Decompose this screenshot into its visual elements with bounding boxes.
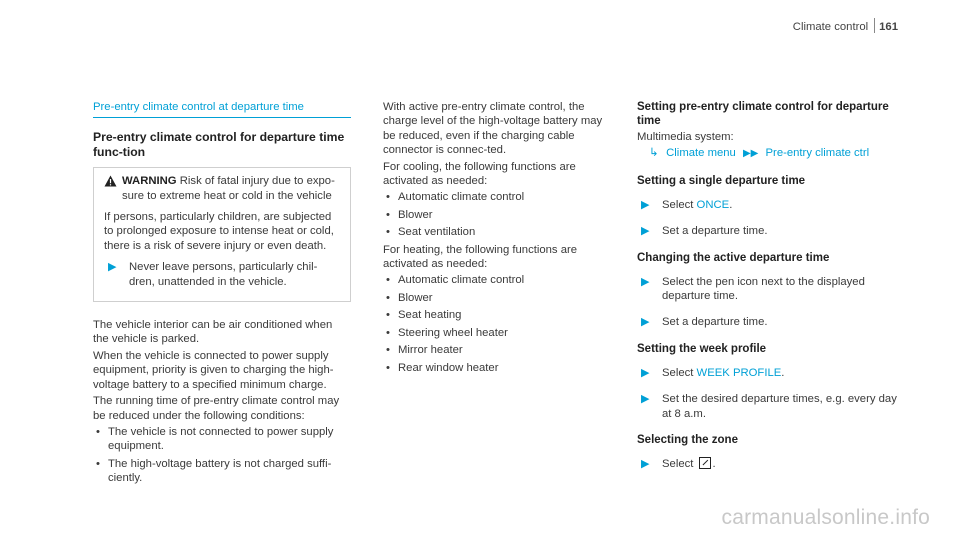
watermark: carmanualsonline.info [721, 505, 930, 529]
list-item: • Automatic climate control [386, 191, 525, 204]
header-divider [874, 18, 875, 33]
bullet-icon: • [386, 326, 390, 339]
week-profile-heading: Setting the week profile [637, 342, 767, 355]
return-arrow-icon: ↳ [649, 147, 659, 160]
single-departure-heading: Setting a single departure time [637, 174, 806, 187]
list-item: • Rear window heater [386, 361, 499, 374]
bullet-icon: • [96, 425, 100, 438]
step-arrow-icon: ▶ [641, 366, 650, 379]
bullet-icon: • [386, 274, 390, 287]
menu-item-climate[interactable]: Climate menu [666, 147, 736, 160]
zone-heading: Selecting the zone [637, 434, 738, 447]
bullet-icon: • [96, 457, 100, 470]
paragraph: When the vehicle is connected to power supply equipment, priority is given to charging the high-voltage battery to a specified minimum charge. [93, 349, 334, 391]
cooling-list [383, 190, 605, 239]
list-item: • Mirror heater [386, 344, 463, 357]
step-arrow-icon: ▶ [641, 458, 650, 471]
week-profile-option[interactable]: WEEK PROFILE [696, 366, 782, 379]
zone-select-icon[interactable] [699, 457, 711, 469]
heating-list [383, 273, 605, 374]
list-item: • Automatic climate control [386, 274, 525, 287]
paragraph: The vehicle interior can be air conditioned when the vehicle is parked. [93, 319, 333, 346]
bullet-icon: • [386, 208, 390, 221]
running-title: Climate control [792, 21, 869, 33]
conditions-list [93, 425, 351, 486]
page-number: 161 [879, 21, 898, 33]
menu-path [637, 146, 897, 161]
bullet-icon: • [386, 309, 390, 322]
step-arrow-icon: ▶ [108, 261, 117, 274]
once-option[interactable]: ONCE [696, 198, 730, 211]
column-middle [383, 100, 605, 378]
warning-risk: Risk of fatal injury due to expo-sure to extreme heat or cold in the vehicle [122, 175, 335, 202]
warning-step-text: Never leave persons, particularly chil-dren, unattended in the vehicle. [129, 261, 318, 288]
warning-step [104, 260, 340, 289]
list-item: • Seat ventilation [386, 226, 476, 239]
step: ▶ Select WEEK PROFILE. [641, 366, 785, 379]
bullet-icon: • [386, 361, 390, 374]
warning-label: WARNING [122, 175, 177, 188]
column-right [637, 100, 897, 483]
bullet-icon: • [386, 226, 390, 239]
warning-header [104, 174, 340, 203]
step-arrow-icon: ▶ [641, 275, 650, 288]
list-item: • The vehicle is not connected to power supply equipment. [96, 425, 334, 453]
list-item: • Blower [386, 291, 433, 304]
page-header [793, 18, 898, 34]
step: ▶ Set a departure time. [641, 225, 768, 238]
bullet-icon: • [386, 191, 390, 204]
list-item: • Steering wheel heater [386, 326, 508, 339]
warning-box [93, 167, 351, 302]
paragraph: For heating, the following functions are activated as needed: [383, 243, 578, 271]
step: ▶ Set the desired departure times, e.g. every day at 8 a.m. [641, 393, 897, 420]
list-item: • Seat heating [386, 309, 462, 322]
step-arrow-icon: ▶ [641, 225, 650, 238]
list-item: • The high-voltage battery is not charged suffi-ciently. [96, 457, 332, 485]
step-arrow-icon: ▶ [641, 316, 650, 329]
bullet-icon: • [386, 344, 390, 357]
subsection-title: Pre-entry climate control for departure time func-tion [93, 130, 345, 159]
system-label: Multimedia system: [637, 131, 734, 143]
step: ▶ Select ONCE. [641, 198, 733, 211]
warning-text [122, 174, 340, 203]
step: ▶ Set a departure time. [641, 316, 768, 329]
step: ▶ Select the pen icon next to the displayed departure time. [641, 275, 865, 303]
paragraph: For cooling, the following functions are activated as needed: [383, 160, 576, 188]
warning-body: If persons, particularly children, are subjected to prolonged exposure to intense heat or cold, there is a risk of severe injury or even death. [104, 211, 334, 252]
step: ▶ Select . [641, 458, 716, 471]
instructions-heading: Setting pre-entry climate control for departure time [637, 101, 889, 127]
step-arrow-icon: ▶ [641, 198, 650, 211]
step-arrow-icon: ▶ [641, 393, 650, 406]
paragraph: With active pre-entry climate control, the charge level of the high-voltage battery may be reduced, even if the charging cable connector is connec-ted. [383, 101, 603, 157]
breadcrumb-separator-icon: ▶▶ [742, 148, 759, 160]
warning-triangle-icon [104, 174, 122, 203]
menu-item-preentry[interactable]: Pre-entry climate ctrl [765, 147, 870, 160]
change-departure-heading: Changing the active departure time [637, 251, 830, 264]
paragraph: The running time of pre-entry climate control may be reduced under the following conditions: [93, 395, 340, 422]
section-title: Pre-entry climate control at departure time [93, 100, 351, 118]
list-item: • Blower [386, 208, 433, 221]
bullet-icon: • [386, 291, 390, 304]
column-left [93, 100, 351, 489]
